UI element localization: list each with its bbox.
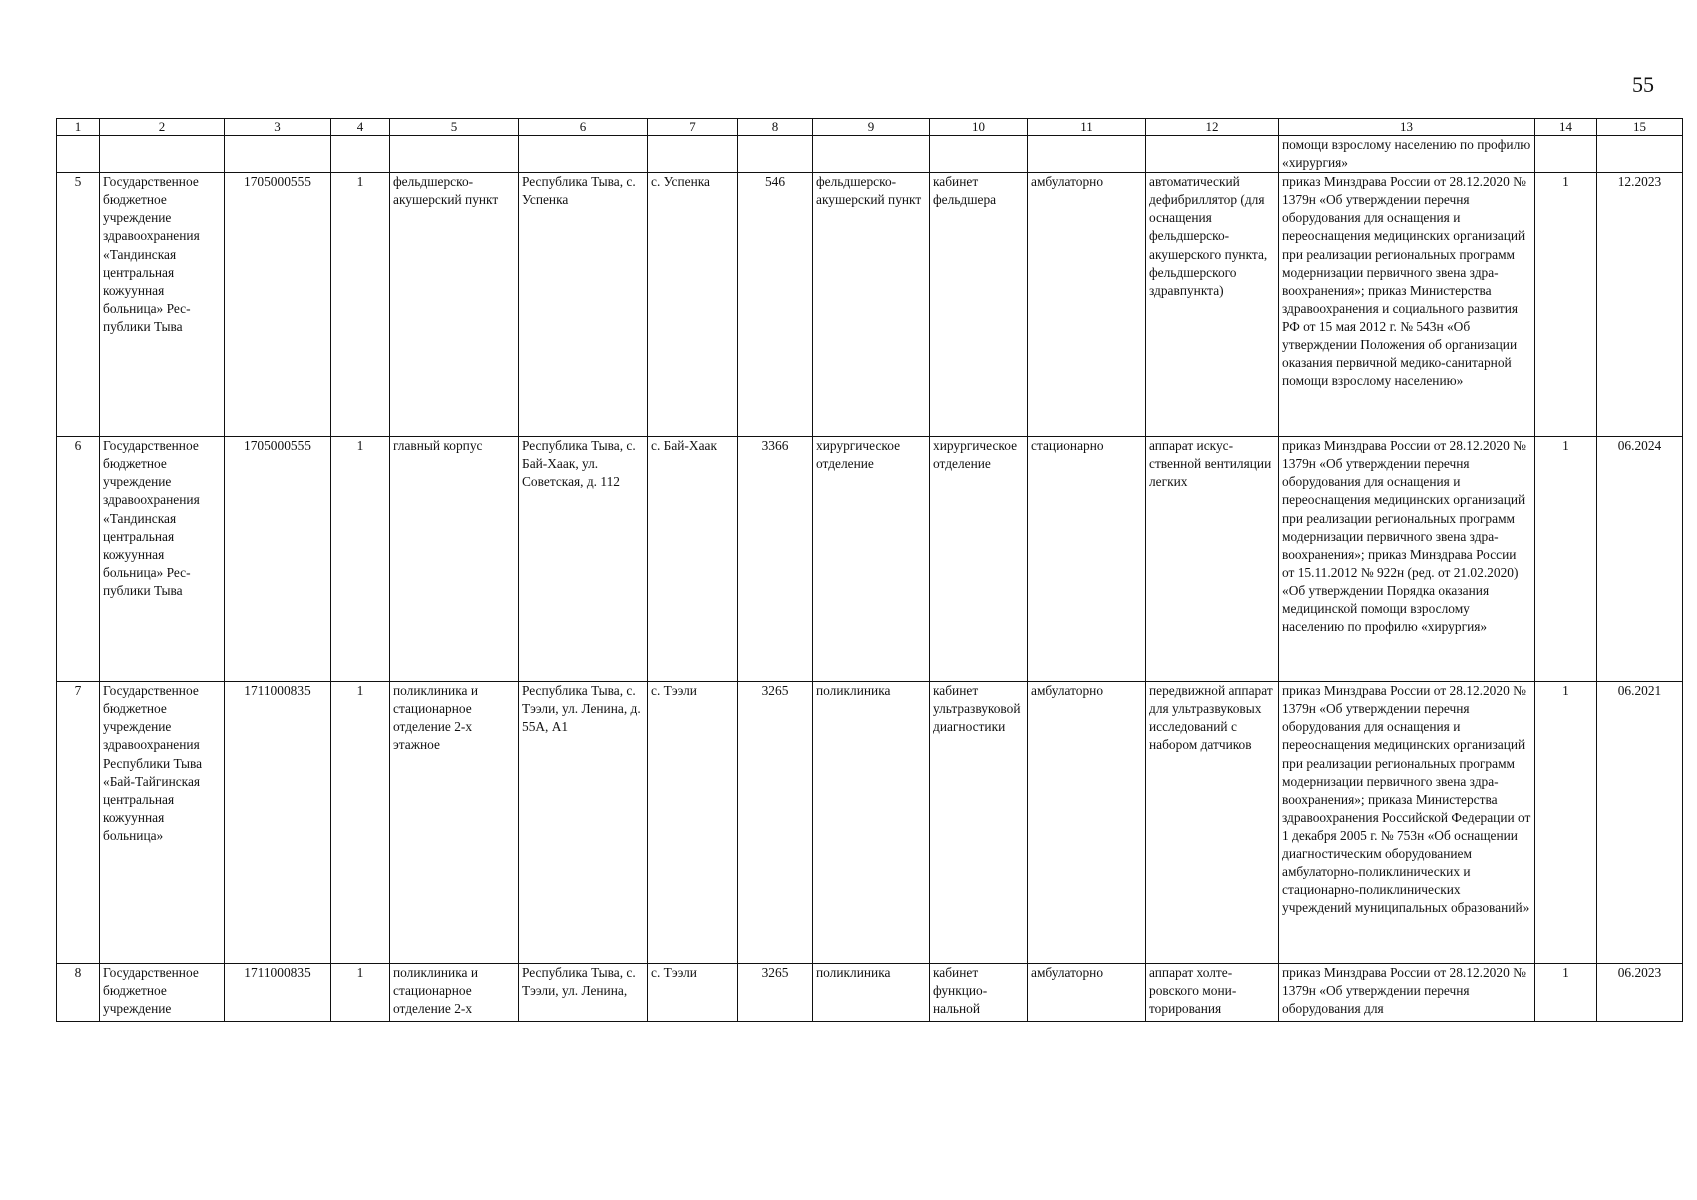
count: 1 bbox=[331, 437, 390, 682]
table-row bbox=[57, 964, 1683, 1022]
building: фельдшерско-акушерский пункт bbox=[390, 173, 519, 437]
deadline: 12.2023 bbox=[1597, 173, 1683, 437]
row-number: 8 bbox=[57, 964, 100, 1022]
quantity: 1 bbox=[1535, 682, 1597, 964]
header-cell: 9 bbox=[813, 119, 930, 136]
deadline: 06.2024 bbox=[1597, 437, 1683, 682]
quantity: 1 bbox=[1535, 964, 1597, 1022]
address: Республика Тыва, с. Тээли, ул. Ленина, bbox=[519, 964, 648, 1022]
table-row bbox=[57, 173, 1683, 437]
care-mode: амбулаторно bbox=[1028, 964, 1146, 1022]
header-cell: 14 bbox=[1535, 119, 1597, 136]
deadline: 06.2021 bbox=[1597, 682, 1683, 964]
organization-name: Государственное бюджетное учреждение здравоохранения «Тандинская центральная кожуунная больница» Республики Тыва bbox=[100, 437, 225, 682]
organization-name: Государственное бюджетное учреждение bbox=[100, 964, 225, 1022]
address: Республика Тыва, с. Тээли, ул. Ленина, д. 55А, А1 bbox=[519, 682, 648, 964]
organization-name: Государственное бюджетное учреждение здравоохранения Республики Тыва «Бай-Тайгинская центральная кожуунная больница» bbox=[100, 682, 225, 964]
equipment-table bbox=[56, 118, 1683, 1022]
equipment: аппарат холтеровского мониторирования bbox=[1146, 964, 1279, 1022]
header-cell: 8 bbox=[738, 119, 813, 136]
settlement: с. Успенка bbox=[648, 173, 738, 437]
count: 1 bbox=[331, 964, 390, 1022]
header-cell: 5 bbox=[390, 119, 519, 136]
quantity: 1 bbox=[1535, 173, 1597, 437]
row-number: 5 bbox=[57, 173, 100, 437]
header-cell: 10 bbox=[930, 119, 1028, 136]
care-mode: амбулаторно bbox=[1028, 682, 1146, 964]
regulation: приказ Минздрава России от 28.12.2020 № 1379н «Об утверждении перечня оборудования для оснащения и переоснащения медицинских организаций при реализации региональных программ модернизации первичного звена здравоохранения»; приказ Минздрава России от 15.11.2012 № 922н (ред. от 21.02.2020) «Об утверждении Порядка оказания медицинской помощи взрослому населению по профилю «хирургия» bbox=[1279, 437, 1535, 682]
equipment: передвижной аппарат для ультразвуковых исследований с набором датчиков bbox=[1146, 682, 1279, 964]
address: Республика Тыва, с. Бай-Хаак, ул. Советская, д. 112 bbox=[519, 437, 648, 682]
header-cell: 3 bbox=[225, 119, 331, 136]
page-number: 55 bbox=[1632, 72, 1654, 97]
settlement: с. Тээли bbox=[648, 964, 738, 1022]
room: хирургическое отделение bbox=[930, 437, 1028, 682]
population: 3366 bbox=[738, 437, 813, 682]
inn: 1711000835 bbox=[225, 964, 331, 1022]
inn: 1711000835 bbox=[225, 682, 331, 964]
header-cell: 11 bbox=[1028, 119, 1146, 136]
header-cell: 7 bbox=[648, 119, 738, 136]
count: 1 bbox=[331, 682, 390, 964]
department: хирургическое отделение bbox=[813, 437, 930, 682]
header-row bbox=[57, 119, 1683, 136]
population: 546 bbox=[738, 173, 813, 437]
department: поликлиника bbox=[813, 964, 930, 1022]
organization-name: Государственное бюджетное учреждение здравоохранения «Тандинская центральная кожуунная больница» Республики Тыва bbox=[100, 173, 225, 437]
address: Республика Тыва, с. Успенка bbox=[519, 173, 648, 437]
header-cell: 1 bbox=[57, 119, 100, 136]
table-row bbox=[57, 437, 1683, 682]
header-cell: 12 bbox=[1146, 119, 1279, 136]
building: главный корпус bbox=[390, 437, 519, 682]
regulation: приказ Минздрава России от 28.12.2020 № 1379н «Об утверждении перечня оборудования для оснащения и переоснащения медицинских организаций при реализации региональных программ модернизации первичного звена здравоохранения»; приказ Министерства здравоохранения и социального развития РФ от 15 мая 2012 г. № 543н «Об утверждении Положения об организации оказания первичной медико-санитарной помощи взрослому населению» bbox=[1279, 173, 1535, 437]
settlement: с. Тээли bbox=[648, 682, 738, 964]
building: поликлиника и стационарное отделение 2-х этажное bbox=[390, 682, 519, 964]
regulation-cell: помощи взрослому населению по профилю «хирургия» bbox=[1279, 136, 1535, 173]
count: 1 bbox=[331, 173, 390, 437]
department: фельдшерско-акушерский пункт bbox=[813, 173, 930, 437]
regulation: приказ Минздрава России от 28.12.2020 № 1379н «Об утверждении перечня оборудования для bbox=[1279, 964, 1535, 1022]
department: поликлиника bbox=[813, 682, 930, 964]
settlement: с. Бай-Хаак bbox=[648, 437, 738, 682]
equipment: автоматический дефибриллятор (для оснащения фельдшерско-акушерского пункта, фельдшерского здравпункта) bbox=[1146, 173, 1279, 437]
regulation: приказ Минздрава России от 28.12.2020 № 1379н «Об утверждении перечня оборудования для оснащения и переоснащения медицинских организаций при реализации региональных программ модернизации первичного звена здравоохранения»; приказа Министерства здравоохранения Российской Федерации от 1 декабря 2005 г. № 753н «Об оснащении диагностическим оборудованием амбулаторно-поликлинических и стационарно-поликлинических учреждений муниципальных образований» bbox=[1279, 682, 1535, 964]
row-number: 6 bbox=[57, 437, 100, 682]
room: кабинет фельдшера bbox=[930, 173, 1028, 437]
population: 3265 bbox=[738, 964, 813, 1022]
row-number: 7 bbox=[57, 682, 100, 964]
inn: 1705000555 bbox=[225, 437, 331, 682]
building: поликлиника и стационарное отделение 2-х bbox=[390, 964, 519, 1022]
population: 3265 bbox=[738, 682, 813, 964]
header-cell: 2 bbox=[100, 119, 225, 136]
care-mode: стационарно bbox=[1028, 437, 1146, 682]
table-row bbox=[57, 682, 1683, 964]
header-cell: 15 bbox=[1597, 119, 1683, 136]
equipment: аппарат искусственной вентиляции легких bbox=[1146, 437, 1279, 682]
room: кабинет ультразвуковой диагностики bbox=[930, 682, 1028, 964]
header-cell: 13 bbox=[1279, 119, 1535, 136]
header-cell: 4 bbox=[331, 119, 390, 136]
room: кабинет функциональной bbox=[930, 964, 1028, 1022]
care-mode: амбулаторно bbox=[1028, 173, 1146, 437]
header-cell: 6 bbox=[519, 119, 648, 136]
deadline: 06.2023 bbox=[1597, 964, 1683, 1022]
inn: 1705000555 bbox=[225, 173, 331, 437]
continuation-row bbox=[57, 136, 1683, 173]
quantity: 1 bbox=[1535, 437, 1597, 682]
